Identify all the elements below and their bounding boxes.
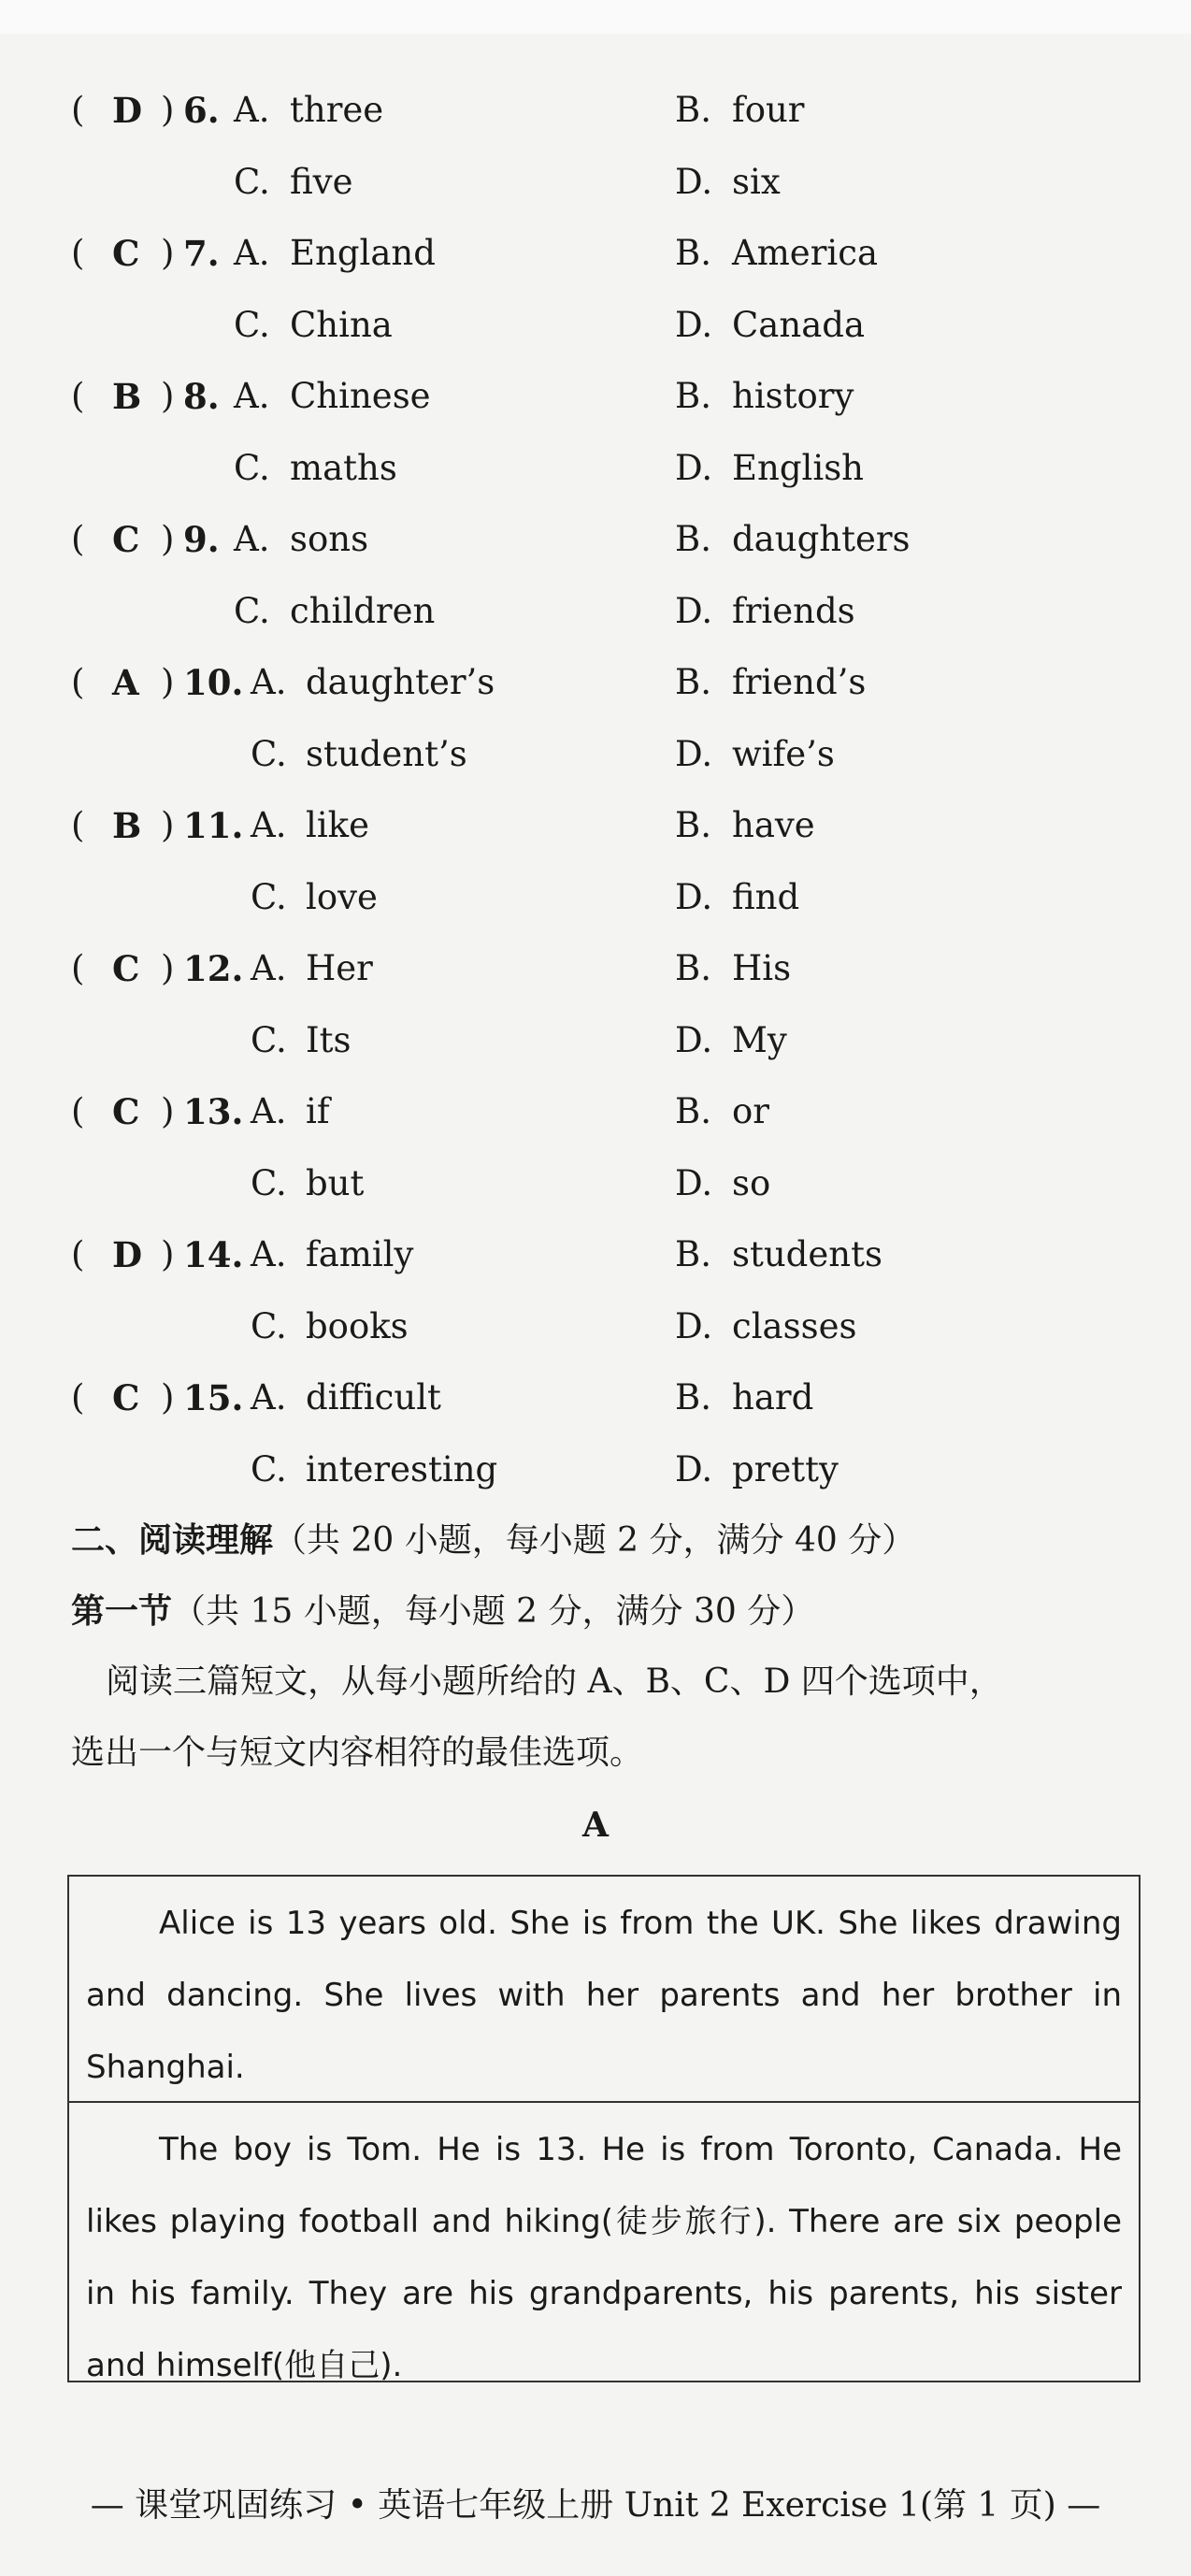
question-subrow	[0, 440, 1191, 496]
question-row	[0, 1084, 1191, 1140]
option-c-letter: C.	[251, 1449, 287, 1489]
question-row	[0, 1370, 1191, 1426]
option-c-text: children	[290, 591, 436, 631]
option-c-letter: C.	[251, 1163, 287, 1203]
option-a-letter: A.	[234, 519, 270, 559]
option-d-letter: D.	[675, 1020, 713, 1060]
paren-close: )	[161, 948, 175, 988]
question-row	[0, 368, 1191, 425]
question-row	[0, 798, 1191, 854]
option-a-text: difficult	[306, 1377, 441, 1418]
section-note: （共 20 小题，每小题 2 分，满分 40 分）	[273, 1521, 916, 1560]
question-row	[0, 1227, 1191, 1283]
paren-open: (	[71, 1377, 85, 1418]
passage-alice: Alice is 13 years old. She is from the UK. She likes drawing and dancing. She lives with her parents and her brother in Shanghai.	[86, 1905, 1122, 2086]
option-b-letter: B.	[675, 233, 711, 273]
paren-open: (	[71, 376, 85, 416]
option-c-letter: C.	[234, 305, 270, 345]
option-d-text: classes	[732, 1306, 857, 1346]
option-a-letter: A.	[251, 805, 287, 845]
option-c-letter: C.	[251, 1306, 287, 1346]
part-heading	[71, 1583, 814, 1640]
question-subrow	[0, 1156, 1191, 1212]
question-number: 7.	[183, 233, 220, 274]
option-b-letter: B.	[675, 376, 711, 416]
option-d-text: Canada	[732, 305, 866, 345]
option-d-text: English	[732, 448, 865, 488]
option-c-text: Its	[306, 1020, 352, 1060]
option-d-letter: D.	[675, 162, 713, 202]
part-title: 第一节	[71, 1591, 173, 1631]
option-d-text: pretty	[732, 1449, 839, 1489]
option-a-text: family	[306, 1234, 414, 1274]
option-c-text: love	[306, 877, 378, 917]
option-c-text: China	[290, 305, 393, 345]
option-b-letter: B.	[675, 519, 711, 559]
option-d-text: so	[732, 1163, 771, 1203]
option-b-letter: B.	[675, 1091, 711, 1131]
option-a-letter: A.	[234, 90, 270, 130]
option-b-text: students	[732, 1234, 882, 1274]
option-b-text: history	[732, 376, 854, 416]
paren-open: (	[71, 662, 85, 702]
paren-close: )	[161, 90, 175, 130]
answer-letter: D	[112, 1234, 143, 1275]
instruction-line-1: 阅读三篇短文，从每小题所给的 A、B、C、D 四个选项中，	[106, 1662, 1003, 1701]
option-a-text: England	[290, 233, 436, 273]
answer-letter: C	[112, 1091, 140, 1132]
option-c-letter: C.	[234, 448, 270, 488]
option-b-text: hard	[732, 1377, 814, 1418]
option-c-text: but	[306, 1163, 365, 1203]
option-d-letter: D.	[675, 1449, 713, 1489]
question-subrow	[0, 583, 1191, 640]
option-d-letter: D.	[675, 877, 713, 917]
option-d-letter: D.	[675, 1306, 713, 1346]
option-c-letter: C.	[251, 734, 287, 774]
option-b-text: His	[732, 948, 792, 988]
question-number: 6.	[183, 90, 220, 131]
paren-close: )	[161, 662, 175, 702]
paren-close: )	[161, 519, 175, 559]
option-d-text: six	[732, 162, 781, 202]
question-number: 9.	[183, 519, 220, 560]
option-a-text: sons	[290, 519, 369, 559]
question-subrow	[0, 154, 1191, 210]
option-a-letter: A.	[234, 376, 270, 416]
option-b-letter: B.	[675, 90, 711, 130]
option-a-letter: A.	[251, 948, 287, 988]
section-heading	[71, 1512, 915, 1569]
page-footer: — 课堂巩固练习 • 英语七年级上册 Unit 2 Exercise 1(第 1 页) —	[90, 2486, 1101, 2525]
question-number: 15.	[183, 1377, 244, 1418]
answer-letter: C	[112, 233, 140, 274]
question-subrow	[0, 1013, 1191, 1069]
question-subrow	[0, 727, 1191, 783]
option-d-letter: D.	[675, 734, 713, 774]
question-row	[0, 511, 1191, 568]
question-subrow	[0, 1299, 1191, 1355]
answer-letter: B	[112, 805, 142, 846]
paren-close: )	[161, 376, 175, 416]
question-number: 13.	[183, 1091, 244, 1132]
option-b-letter: B.	[675, 948, 711, 988]
answer-letter: A	[112, 662, 139, 703]
option-a-text: daughter’s	[306, 662, 495, 702]
option-a-letter: A.	[234, 233, 270, 273]
passage-tom: The boy is Tom. He is 13. He is from Toronto, Canada. He likes playing football and hiking(徒步旅行). There are six people in his family. They are his grandparents, his parents, his sister and himself(他自己).	[86, 2131, 1122, 2384]
top-strip	[0, 0, 1191, 34]
option-c-letter: C.	[234, 162, 270, 202]
option-b-text: America	[732, 233, 879, 273]
paren-open: (	[71, 519, 85, 559]
instruction-line-2: 选出一个与短文内容相符的最佳选项。	[71, 1734, 644, 1772]
option-d-letter: D.	[675, 591, 713, 631]
option-b-text: have	[732, 805, 815, 845]
option-b-text: daughters	[732, 519, 911, 559]
option-b-letter: B.	[675, 805, 711, 845]
paren-open: (	[71, 805, 85, 845]
question-subrow	[0, 1442, 1191, 1498]
option-a-letter: A.	[251, 1377, 287, 1418]
question-number: 12.	[183, 948, 244, 989]
option-b-text: friend’s	[732, 662, 867, 702]
option-c-letter: C.	[251, 877, 287, 917]
option-b-letter: B.	[675, 1234, 711, 1274]
paren-close: )	[161, 1377, 175, 1418]
answer-letter: C	[112, 519, 140, 560]
option-b-text: four	[732, 90, 805, 130]
question-number: 14.	[183, 1234, 244, 1275]
paren-open: (	[71, 948, 85, 988]
paren-close: )	[161, 1234, 175, 1274]
paren-open: (	[71, 233, 85, 273]
option-c-letter: C.	[234, 591, 270, 631]
passage-label: A	[582, 1806, 609, 1845]
option-c-text: books	[306, 1306, 409, 1346]
option-b-text: or	[732, 1091, 769, 1131]
option-a-text: if	[306, 1091, 330, 1131]
option-d-text: friends	[732, 591, 855, 631]
question-number: 10.	[183, 662, 244, 703]
question-row	[0, 941, 1191, 997]
option-d-letter: D.	[675, 448, 713, 488]
option-a-text: like	[306, 805, 369, 845]
option-c-text: five	[290, 162, 353, 202]
option-a-text: Chinese	[290, 376, 431, 416]
answer-letter: C	[112, 948, 140, 989]
option-d-letter: D.	[675, 1163, 713, 1203]
question-row	[0, 82, 1191, 138]
paren-close: )	[161, 1091, 175, 1131]
section-title: 二、阅读理解	[71, 1520, 274, 1560]
option-d-text: My	[732, 1020, 787, 1060]
option-d-text: wife’s	[732, 734, 835, 774]
option-a-letter: A.	[251, 1091, 287, 1131]
option-c-text: student’s	[306, 734, 467, 774]
paren-open: (	[71, 90, 85, 130]
answer-letter: D	[112, 90, 143, 131]
option-a-letter: A.	[251, 1234, 287, 1274]
paren-close: )	[161, 805, 175, 845]
question-number: 8.	[183, 376, 220, 417]
option-b-letter: B.	[675, 662, 711, 702]
paren-open: (	[71, 1234, 85, 1274]
question-row	[0, 655, 1191, 711]
option-d-text: find	[732, 877, 800, 917]
question-subrow	[0, 297, 1191, 353]
option-a-letter: A.	[251, 662, 287, 702]
answer-letter: C	[112, 1377, 140, 1418]
option-d-letter: D.	[675, 305, 713, 345]
question-number: 11.	[183, 805, 244, 846]
paren-open: (	[71, 1091, 85, 1131]
option-c-text: interesting	[306, 1449, 498, 1489]
part-note: （共 15 小题，每小题 2 分，满分 30 分）	[172, 1592, 815, 1631]
option-c-letter: C.	[251, 1020, 287, 1060]
question-subrow	[0, 870, 1191, 926]
option-a-text: Her	[306, 948, 373, 988]
option-a-text: three	[290, 90, 384, 130]
answer-letter: B	[112, 376, 142, 417]
passage-box	[67, 1875, 1141, 2382]
option-b-letter: B.	[675, 1377, 711, 1418]
question-row	[0, 225, 1191, 281]
option-c-text: maths	[290, 448, 397, 488]
paren-close: )	[161, 233, 175, 273]
